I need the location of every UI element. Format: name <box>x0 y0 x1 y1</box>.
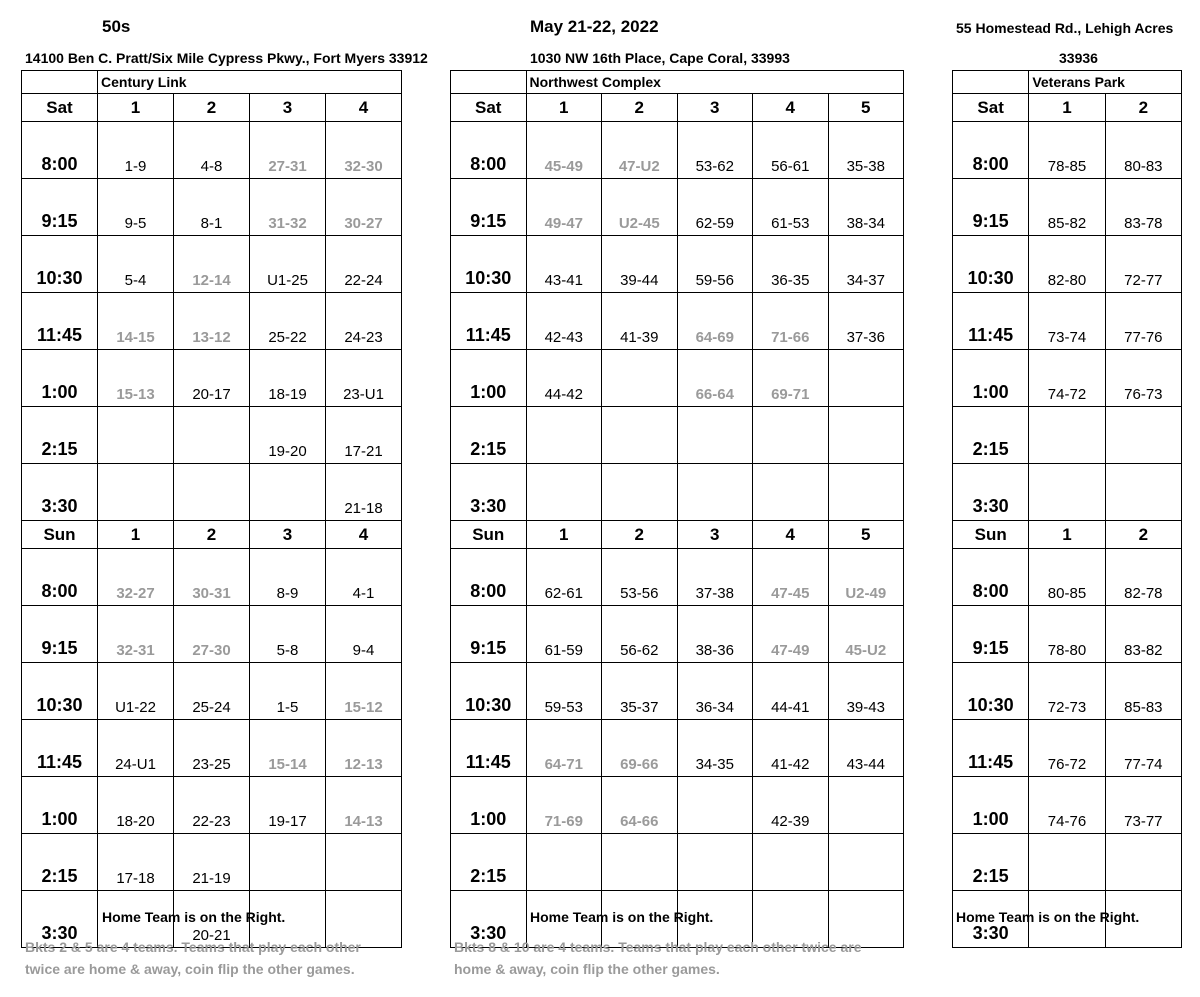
field-number: 1 <box>526 521 602 549</box>
time-label: 1:00 <box>953 350 1029 407</box>
home-team-note-century-link: Home Team is on the Right. <box>102 909 286 925</box>
game-cell: 73-77 <box>1105 777 1181 834</box>
time-label: 1:00 <box>22 777 98 834</box>
game-cell <box>828 834 904 891</box>
time-slot-row <box>953 720 1182 777</box>
field-number: 1 <box>98 94 174 122</box>
game-cell: 17-21 <box>326 407 402 464</box>
field-number: 2 <box>602 94 678 122</box>
game-cell <box>828 350 904 407</box>
time-slot-row <box>451 236 904 293</box>
venue-name: Century Link <box>98 71 402 94</box>
home-team-note-veterans-park: Home Team is on the Right. <box>956 909 1140 925</box>
game-cell <box>828 777 904 834</box>
game-cell: 14-15 <box>98 293 174 350</box>
game-cell: 85-83 <box>1105 663 1181 720</box>
field-number: 4 <box>753 94 829 122</box>
game-cell: 25-24 <box>174 663 250 720</box>
game-cell: 4-1 <box>326 549 402 606</box>
time-slot-row <box>953 663 1182 720</box>
time-label: 10:30 <box>22 663 98 720</box>
game-cell: 77-76 <box>1105 293 1181 350</box>
game-cell: 21-19 <box>174 834 250 891</box>
time-slot-row <box>451 293 904 350</box>
schedule-table-veterans-park <box>952 70 1182 948</box>
venue-corner-cell <box>22 71 98 94</box>
venue-name-row <box>451 71 904 94</box>
game-cell: 20-17 <box>174 350 250 407</box>
game-cell: 18-19 <box>250 350 326 407</box>
game-cell: U2-45 <box>602 179 678 236</box>
game-cell: 9-5 <box>98 179 174 236</box>
game-cell: 34-37 <box>828 236 904 293</box>
venue-name-row <box>953 71 1182 94</box>
game-cell: 8-9 <box>250 549 326 606</box>
game-cell: 27-31 <box>250 122 326 179</box>
field-number: 1 <box>98 521 174 549</box>
game-cell: 38-34 <box>828 179 904 236</box>
game-cell: 66-64 <box>677 350 753 407</box>
time-slot-row <box>451 122 904 179</box>
game-cell: 83-78 <box>1105 179 1181 236</box>
time-label: 1:00 <box>451 350 527 407</box>
home-team-note-northwest-complex: Home Team is on the Right. <box>530 909 714 925</box>
game-cell: 30-31 <box>174 549 250 606</box>
game-cell <box>602 350 678 407</box>
game-cell: 30-27 <box>326 179 402 236</box>
game-cell <box>98 464 174 521</box>
game-cell: 24-23 <box>326 293 402 350</box>
game-cell <box>602 464 678 521</box>
time-slot-row <box>451 663 904 720</box>
game-cell: 76-72 <box>1029 720 1105 777</box>
game-cell: 15-12 <box>326 663 402 720</box>
time-label: 3:30 <box>953 464 1029 521</box>
game-cell: 38-36 <box>677 606 753 663</box>
game-cell: 76-73 <box>1105 350 1181 407</box>
time-label: 9:15 <box>22 606 98 663</box>
game-cell <box>753 464 829 521</box>
field-number: 3 <box>677 94 753 122</box>
time-label: 10:30 <box>451 236 527 293</box>
game-cell <box>526 407 602 464</box>
time-slot-row <box>22 236 402 293</box>
game-cell: U1-25 <box>250 236 326 293</box>
game-cell <box>526 464 602 521</box>
game-cell: 45-U2 <box>828 606 904 663</box>
time-slot-row <box>22 777 402 834</box>
day-header-row <box>22 521 402 549</box>
game-cell: 14-13 <box>326 777 402 834</box>
venue-name-row <box>22 71 402 94</box>
time-label: 9:15 <box>451 606 527 663</box>
time-slot-row <box>22 179 402 236</box>
game-cell: 43-44 <box>828 720 904 777</box>
game-cell: 85-82 <box>1029 179 1105 236</box>
schedule-table-century-link <box>21 70 402 948</box>
game-cell <box>677 777 753 834</box>
game-cell: 80-85 <box>1029 549 1105 606</box>
game-cell: 34-35 <box>677 720 753 777</box>
schedule-table-northwest-complex <box>450 70 904 948</box>
game-cell: 61-59 <box>526 606 602 663</box>
game-cell: 17-18 <box>98 834 174 891</box>
game-cell: 42-39 <box>753 777 829 834</box>
field-number: 3 <box>250 521 326 549</box>
time-slot-row <box>451 350 904 407</box>
right-address-line1: 55 Homestead Rd., Lehigh Acres <box>956 20 1174 36</box>
game-cell <box>753 407 829 464</box>
game-cell <box>526 834 602 891</box>
time-slot-row <box>22 549 402 606</box>
time-label: 11:45 <box>22 720 98 777</box>
venue-name: Northwest Complex <box>526 71 904 94</box>
day-header-row <box>953 94 1182 122</box>
day-header-row <box>451 94 904 122</box>
time-label: 1:00 <box>451 777 527 834</box>
time-label: 3:30 <box>22 891 98 948</box>
game-cell: 12-14 <box>174 236 250 293</box>
game-cell: 41-39 <box>602 293 678 350</box>
time-slot-row <box>451 777 904 834</box>
field-number: 5 <box>828 94 904 122</box>
game-cell <box>1029 464 1105 521</box>
time-slot-row <box>22 122 402 179</box>
day-label: Sun <box>451 521 527 549</box>
game-cell: 36-35 <box>753 236 829 293</box>
game-cell: 53-62 <box>677 122 753 179</box>
game-cell: 5-4 <box>98 236 174 293</box>
time-label: 2:15 <box>451 407 527 464</box>
field-number: 4 <box>326 521 402 549</box>
time-slot-row <box>22 464 402 521</box>
game-cell: 19-20 <box>250 407 326 464</box>
game-cell: 21-18 <box>326 464 402 521</box>
field-number: 2 <box>174 94 250 122</box>
right-address-line2: 33936 <box>1059 50 1098 66</box>
time-label: 8:00 <box>451 549 527 606</box>
bracket-note-century-link: Bkts 2 & 5 are 4 teams. Teams that play each other twice are home & away, coin flip the other games. <box>25 939 361 977</box>
time-label: 2:15 <box>953 834 1029 891</box>
time-label: 3:30 <box>953 891 1029 948</box>
time-slot-row <box>22 720 402 777</box>
game-cell: 78-80 <box>1029 606 1105 663</box>
bracket-note-northwest-complex: Bkts 8 & 10 are 4 teams. Teams that play each other twice are home & away, coin flip the other games. <box>454 939 862 977</box>
game-cell: 62-61 <box>526 549 602 606</box>
time-label: 9:15 <box>953 179 1029 236</box>
field-number: 5 <box>828 521 904 549</box>
time-label: 2:15 <box>22 407 98 464</box>
time-label: 2:15 <box>953 407 1029 464</box>
field-number: 1 <box>1029 521 1105 549</box>
venue-name: Veterans Park <box>1029 71 1182 94</box>
time-label: 2:15 <box>451 834 527 891</box>
game-cell: 35-37 <box>602 663 678 720</box>
day-header-row <box>451 521 904 549</box>
game-cell: 64-71 <box>526 720 602 777</box>
game-cell: 71-69 <box>526 777 602 834</box>
game-cell: 69-66 <box>602 720 678 777</box>
time-slot-row <box>22 293 402 350</box>
time-slot-row <box>953 293 1182 350</box>
game-cell: 37-38 <box>677 549 753 606</box>
time-slot-row <box>953 236 1182 293</box>
time-label: 11:45 <box>451 293 527 350</box>
day-label: Sat <box>22 94 98 122</box>
division-title: 50s <box>102 17 131 36</box>
time-slot-row <box>953 834 1182 891</box>
game-cell: 47-49 <box>753 606 829 663</box>
game-cell: 13-12 <box>174 293 250 350</box>
time-label: 3:30 <box>451 891 527 948</box>
game-cell: 37-36 <box>828 293 904 350</box>
field-number: 4 <box>753 521 829 549</box>
game-cell: 36-34 <box>677 663 753 720</box>
time-slot-row <box>451 720 904 777</box>
game-cell: 32-27 <box>98 549 174 606</box>
game-cell: 41-42 <box>753 720 829 777</box>
game-cell <box>1105 464 1181 521</box>
game-cell <box>326 834 402 891</box>
game-cell: 80-83 <box>1105 122 1181 179</box>
time-label: 10:30 <box>22 236 98 293</box>
game-cell: 74-76 <box>1029 777 1105 834</box>
game-cell: 15-13 <box>98 350 174 407</box>
game-cell <box>1029 407 1105 464</box>
game-cell <box>602 834 678 891</box>
field-number: 1 <box>1029 94 1105 122</box>
time-slot-row <box>451 834 904 891</box>
time-slot-row <box>953 606 1182 663</box>
game-cell: 9-4 <box>326 606 402 663</box>
time-slot-row <box>451 606 904 663</box>
time-label: 8:00 <box>22 122 98 179</box>
field-number: 2 <box>174 521 250 549</box>
game-cell: 47-45 <box>753 549 829 606</box>
game-cell: 83-82 <box>1105 606 1181 663</box>
game-cell: 15-14 <box>250 720 326 777</box>
time-label: 11:45 <box>953 293 1029 350</box>
game-cell: 64-69 <box>677 293 753 350</box>
game-cell: 39-44 <box>602 236 678 293</box>
game-cell: 78-85 <box>1029 122 1105 179</box>
time-label: 9:15 <box>451 179 527 236</box>
time-slot-row <box>953 122 1182 179</box>
day-label: Sat <box>953 94 1029 122</box>
game-cell: 71-66 <box>753 293 829 350</box>
game-cell: 62-59 <box>677 179 753 236</box>
day-label: Sat <box>451 94 527 122</box>
game-cell: 82-78 <box>1105 549 1181 606</box>
time-label: 8:00 <box>22 549 98 606</box>
time-slot-row <box>953 350 1182 407</box>
game-cell: U2-49 <box>828 549 904 606</box>
field-number: 3 <box>250 94 326 122</box>
time-label: 8:00 <box>953 122 1029 179</box>
game-cell: 35-38 <box>828 122 904 179</box>
game-cell: 19-17 <box>250 777 326 834</box>
game-cell: 59-56 <box>677 236 753 293</box>
game-cell: 39-43 <box>828 663 904 720</box>
field-number: 3 <box>677 521 753 549</box>
time-label: 3:30 <box>451 464 527 521</box>
game-cell: 18-20 <box>98 777 174 834</box>
game-cell: 45-49 <box>526 122 602 179</box>
day-header-row <box>22 94 402 122</box>
game-cell: 25-22 <box>250 293 326 350</box>
game-cell: 24-U1 <box>98 720 174 777</box>
game-cell <box>98 407 174 464</box>
time-slot-row <box>953 179 1182 236</box>
game-cell: 1-5 <box>250 663 326 720</box>
game-cell: 32-30 <box>326 122 402 179</box>
time-slot-row <box>22 350 402 407</box>
time-label: 10:30 <box>953 236 1029 293</box>
game-cell: 8-1 <box>174 179 250 236</box>
day-label: Sun <box>22 521 98 549</box>
time-label: 9:15 <box>22 179 98 236</box>
game-cell: 53-56 <box>602 549 678 606</box>
time-label: 1:00 <box>953 777 1029 834</box>
game-cell: 69-71 <box>753 350 829 407</box>
game-cell: 5-8 <box>250 606 326 663</box>
game-cell: 12-13 <box>326 720 402 777</box>
middle-address: 1030 NW 16th Place, Cape Coral, 33993 <box>530 50 790 66</box>
time-slot-row <box>22 407 402 464</box>
game-cell <box>828 464 904 521</box>
time-label: 1:00 <box>22 350 98 407</box>
time-label: 8:00 <box>953 549 1029 606</box>
time-label: 10:30 <box>953 663 1029 720</box>
game-cell: 44-42 <box>526 350 602 407</box>
game-cell: 31-32 <box>250 179 326 236</box>
game-cell: 1-9 <box>98 122 174 179</box>
time-label: 9:15 <box>953 606 1029 663</box>
time-label: 8:00 <box>451 122 527 179</box>
game-cell: 72-77 <box>1105 236 1181 293</box>
time-slot-row <box>22 834 402 891</box>
game-cell: 59-53 <box>526 663 602 720</box>
game-cell: 72-73 <box>1029 663 1105 720</box>
game-cell: 44-41 <box>753 663 829 720</box>
game-cell <box>1105 834 1181 891</box>
time-slot-row <box>22 663 402 720</box>
game-cell <box>1029 834 1105 891</box>
field-number: 2 <box>602 521 678 549</box>
game-cell: 61-53 <box>753 179 829 236</box>
field-number: 1 <box>526 94 602 122</box>
game-cell: 42-43 <box>526 293 602 350</box>
game-cell <box>250 464 326 521</box>
game-cell <box>174 464 250 521</box>
field-number: 2 <box>1105 94 1181 122</box>
game-cell: 64-66 <box>602 777 678 834</box>
game-cell <box>677 464 753 521</box>
game-cell: 56-61 <box>753 122 829 179</box>
time-slot-row <box>953 407 1182 464</box>
game-cell: 32-31 <box>98 606 174 663</box>
game-cell: U1-22 <box>98 663 174 720</box>
time-label: 11:45 <box>953 720 1029 777</box>
game-cell: 82-80 <box>1029 236 1105 293</box>
game-cell <box>250 834 326 891</box>
game-cell: 22-24 <box>326 236 402 293</box>
time-slot-row <box>451 549 904 606</box>
day-header-row <box>953 521 1182 549</box>
day-label: Sun <box>953 521 1029 549</box>
game-cell <box>828 407 904 464</box>
left-address: 14100 Ben C. Pratt/Six Mile Cypress Pkwy., Fort Myers 33912 <box>25 50 428 66</box>
game-cell: 77-74 <box>1105 720 1181 777</box>
game-cell <box>677 834 753 891</box>
time-label: 11:45 <box>451 720 527 777</box>
time-slot-row <box>451 464 904 521</box>
time-label: 11:45 <box>22 293 98 350</box>
game-cell: 23-25 <box>174 720 250 777</box>
time-slot-row <box>953 464 1182 521</box>
game-cell: 23-U1 <box>326 350 402 407</box>
time-slot-row <box>22 606 402 663</box>
time-label: 3:30 <box>22 464 98 521</box>
game-cell: 4-8 <box>174 122 250 179</box>
time-slot-row <box>451 179 904 236</box>
field-number: 4 <box>326 94 402 122</box>
time-label: 10:30 <box>451 663 527 720</box>
game-cell: 27-30 <box>174 606 250 663</box>
date-title: May 21-22, 2022 <box>530 17 659 36</box>
game-cell: 73-74 <box>1029 293 1105 350</box>
game-cell <box>677 407 753 464</box>
game-cell: 47-U2 <box>602 122 678 179</box>
game-cell: 22-23 <box>174 777 250 834</box>
game-cell: 56-62 <box>602 606 678 663</box>
game-cell: 49-47 <box>526 179 602 236</box>
game-cell: 20-21 <box>174 891 250 948</box>
game-cell <box>174 407 250 464</box>
time-slot-row <box>953 777 1182 834</box>
game-cell <box>602 407 678 464</box>
time-slot-row <box>451 407 904 464</box>
game-cell: 74-72 <box>1029 350 1105 407</box>
time-slot-row <box>953 549 1182 606</box>
field-number: 2 <box>1105 521 1181 549</box>
game-cell <box>1105 407 1181 464</box>
game-cell: 43-41 <box>526 236 602 293</box>
venue-corner-cell <box>953 71 1029 94</box>
venue-corner-cell <box>451 71 527 94</box>
game-cell <box>753 834 829 891</box>
time-label: 2:15 <box>22 834 98 891</box>
